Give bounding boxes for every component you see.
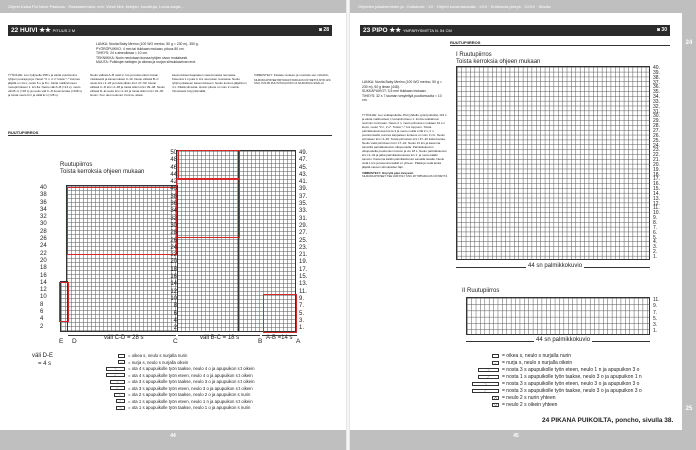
material-line: TEKNIIKKA: Nurin neulotaan tuossa tyhjien sivun mukaisesti.: [96, 55, 188, 60]
finishing-small: SILMUKKAPISTEET: TEE VAR POLY SIVU 28 TIPPAKKAUS KÖYRETTÄ: [362, 175, 448, 178]
row-number: 2.: [653, 249, 658, 256]
row-number: 19.: [653, 166, 660, 173]
cable-symbol-icon: ⟍: [116, 406, 125, 410]
row-number: 24.: [653, 142, 660, 149]
row-number: 2: [173, 325, 177, 332]
row-number: 34.: [653, 94, 660, 101]
cable-symbol-icon: ⟋: [116, 399, 125, 403]
row-number: 25.: [299, 237, 308, 244]
row-numbers-pipo: [653, 66, 675, 260]
legend-text: = oikea s, neulo s nurjalla nurin: [502, 353, 572, 359]
chart-title: [60, 162, 144, 176]
letter-label-a: A: [296, 338, 301, 345]
row-number: 30: [170, 222, 177, 229]
legend-item: [492, 360, 572, 366]
row-number: 22: [170, 252, 177, 259]
row-number: 24: [40, 243, 47, 250]
instructions-col-1: TYÖOHJE: Luo hyllyselle 258 s ja aloita puuttomina tyhjien puuraja ja ja. Neulo *2 n, 2 o* toista *–* kunnes jäljellä on 14 s, neulo 5 o ja 8 n. Aloita mallirivinneet ruutupiirroksen 1. krs:lta. Neulo väli A–B (=14 s), neulo väli B–C (=18 s) ja neulo väli C–D kuusi kertaa (=168 s) ja toista neulo D:n ja väliä E:n (=28 s).: [8, 73, 82, 97]
row-number: 38: [170, 193, 177, 200]
row-number: 22.: [653, 152, 660, 159]
camera-icon: ◙ 28: [319, 27, 329, 33]
row-number: 8: [40, 301, 44, 308]
legend-text: = neulo 2 s nurin yhteen: [502, 395, 556, 401]
row-number: 3.: [653, 322, 658, 329]
legend-item: [492, 402, 557, 408]
cable-symbol-icon: ⟍: [478, 368, 499, 372]
legend-text: = nosta 1 s apupuikolle työn taakse, neulo 3 o ja apupuikon 1 n: [502, 374, 642, 380]
cable-symbol-icon: ⟋: [106, 373, 125, 377]
row-number: 27.: [299, 230, 308, 237]
row-number: 5.: [653, 315, 658, 322]
row-numbers-outer: [40, 185, 62, 331]
row-number: 7.: [299, 303, 305, 310]
row-number: 49.: [299, 150, 308, 156]
chart-title-line: Toista kerroksia ohjeen mukaan: [456, 59, 541, 65]
book-spine: [346, 0, 350, 450]
row-number: 16: [170, 274, 177, 281]
material-line: SUKKAPUIKOT: 3,5 mm tiukkaan mukaan.: [362, 89, 427, 94]
row-number: 9.: [653, 303, 658, 310]
row-number: 46: [170, 164, 177, 171]
legend-text: = ota 4 s apupuikolle työn taakse, neulo 4 o ja apupuikon s:t oikein: [128, 366, 255, 371]
difficulty-stars: ★★: [39, 27, 51, 34]
row-number: 14: [170, 281, 177, 288]
finishing-small: SILMUKKAPISTEET/IRTOAVAT PAKKAUS KÖYRETTÄ MTR 12% SIVU OUS 85 RUUTUTAULUKKO 14 SILMUKKAA SISÄLLÄ: [254, 79, 331, 86]
legend-text: = nurja s, neulo s nurjalla oikein: [128, 359, 189, 365]
legend-item: [114, 392, 250, 398]
material-line: TIHEYS: 32 s 7 lauman vesyleltyä puuttomuutta = 10 cm.: [362, 93, 442, 103]
row-number: 30: [40, 221, 47, 228]
row-number: 28.: [653, 123, 660, 130]
row-number: 40.: [653, 65, 660, 71]
row-number: 14.: [653, 190, 660, 197]
section-title: RUUTUPIIRROS: [8, 130, 332, 136]
row-number: 13.: [299, 281, 308, 288]
row-number: 39.: [653, 69, 660, 76]
row-number: 23.: [653, 147, 660, 154]
right-edge-tab: [682, 0, 696, 450]
header-subtitle: PITUUS 2 M: [52, 28, 76, 33]
page-number: 44: [170, 433, 176, 439]
span-label-ab: A-B =14 s: [266, 335, 293, 341]
span-label-de-line: väli D-E: [32, 353, 54, 359]
right-page-header: [360, 25, 670, 36]
legend-text: = ota 1 s apupuikolle työn taakse, neulo 1 o ja apupuikon s nurin: [128, 405, 251, 410]
repeat-highlight-cd: [67, 187, 177, 255]
row-number: 20: [40, 257, 47, 264]
cable-symbol-icon: ⟍: [110, 380, 125, 384]
row-number: 38: [40, 192, 47, 199]
letter-label-c: C: [173, 338, 178, 345]
row-number: 31.: [299, 215, 308, 222]
cable-symbol-icon: ⟍: [106, 367, 125, 371]
row-number: 36.: [653, 84, 660, 91]
row-number: 14: [40, 279, 47, 286]
row-number: 29.: [653, 118, 660, 125]
knit-chart-pipo-2: [466, 297, 650, 335]
cable-symbol-icon: ⟍: [472, 382, 499, 386]
legend-text: = nosta 3 s apupuikolle työn taakse, neulo 3 o ja apupuikon 3 o: [502, 388, 642, 394]
section-title: RUUTUPIIRROS: [450, 40, 670, 46]
legend-text: = nurja s, neulo s nurjalla oikein: [502, 360, 573, 366]
row-number: 34: [40, 206, 47, 213]
legend-item: [492, 395, 556, 401]
row-number: 26.: [653, 132, 660, 139]
header-subtitle: YMPÄRYSMITTA N. 54 CM: [402, 28, 452, 33]
decrease-symbol-icon: ⋁: [492, 403, 499, 407]
letter-label-b: B: [258, 338, 263, 345]
legend-text: = ota 3 s apupuikolle työn taakse, neulo 3 o ja apupuikon s:t oikein: [128, 379, 255, 384]
legend-item: [472, 388, 642, 394]
row-number: 32.: [653, 103, 660, 110]
row-number: 8.: [653, 220, 658, 226]
instructions-col-3: kavennukset kappaleen vasemmassa reunassa. Kavenna 1 s joka 4. krs neuroisen reunassa. Neulo tyhjiin jokaiseen kavennukseen. Neulo kunnes jäljellä on 4 s. Päätä silmukat. Huivin pituus on noin 2 metriä. Viimeistele höyryttämällä.: [172, 73, 247, 93]
row-number: 25.: [653, 137, 660, 144]
legend-text: = ota 1 s apupuikolle työn eteen, neulo 1 n ja apupuikon s:t oikein: [128, 398, 253, 404]
cable-symbol-icon: ⟋: [472, 389, 499, 393]
repeat-highlight-ab: [263, 294, 297, 333]
right-footer: [350, 430, 682, 450]
row-number: 3.: [299, 317, 305, 324]
row-number: 36: [170, 201, 177, 208]
row-number: 3.: [653, 244, 658, 251]
row-number: 20.: [653, 161, 660, 168]
row-number: 20: [170, 259, 177, 266]
materials-block: [96, 42, 326, 65]
row-number: 38.: [653, 74, 660, 81]
chart-title-2: II Ruutupiirros: [462, 288, 500, 294]
purl-symbol-icon: –: [118, 360, 125, 364]
row-number: 9.: [299, 295, 305, 302]
legend-item: [118, 353, 187, 359]
instructions-text: TYÖOHJE: Luo sukkapuikolle 15d (yhdelle pyöröpuikolle) 124 s ja aloita mallinuoleet I ruutupiirroksen 1. krs:lta sukkahoun reuhmin nurinnaan. Neulo 2 n, neulo piirroksen mukaan 44 s:n kuvio, neulo *2 n, 2 o*. Toista *–* krs loppuun. Toista palmikkokuviossa krs:ta 3 ja neulo muilla s:illä 2 s, 2 n puuttomiseltä, kunnes kappaleen korkeus on noin 3 cm. Neulo piirroksen krs:t 3–36. Toista piirroksen krs:t 37–40 kaksi kertaa. Neulo vielä piirroksen krs:t 17–22. Neulo 21 krs ja kavenna samoilla palmikkokuvion ulkopuolella. Palmikkokuvion ulkopuolella puuttomien kuvion ja vie 18 s. Neulo palmikkokuvio krs:t 3–44 ja jatka palmikkokuviossa krs 1. ja neulo kaikki samoin. Kavenna kaikki palmikkokuviot samalla tavalla. Neulo vielä 1 krs ja kavenna kaikki s:t yhteen. Päätä ja vedä lanka jäljellä olevien silmukoiden läpi.: [362, 113, 447, 169]
edge-label: 24: [685, 40, 693, 46]
row-number: 7.: [653, 224, 658, 231]
left-page-header: [8, 25, 332, 36]
row-number: 21.: [653, 157, 660, 164]
row-number: 30.: [653, 113, 660, 120]
row-number: 37.: [299, 193, 308, 200]
row-number: 37.: [653, 79, 660, 86]
row-number: 24: [170, 244, 177, 251]
legend-item: [478, 374, 642, 380]
purl-symbol-icon: –: [492, 361, 499, 365]
left-topbar: Ohjeet Kaisa Pui Neue Pakkaus · Raskaammistu; mm. Viesti Mnt; tietojen, kuvattuja, Loma-sarjat...: [0, 0, 346, 13]
row-number: 16: [40, 272, 47, 279]
row-number: 22: [40, 250, 47, 257]
row-number: 28: [40, 228, 47, 235]
chart-title-line: Ruutupiirros: [60, 162, 93, 168]
span-label-bc: väli B-C = 18 s: [200, 335, 240, 341]
row-number: 18: [170, 266, 177, 273]
row-number: 12: [40, 287, 47, 294]
instructions-col-2: Neulo välissä A–B neliö 2. krs ja toista oikein kuvan mukaisesti ja kavennukset 3–10. Neulo välissä B–C neulo krs:t 2–26 ja toista silloin krs:t 27–50. Neulo välissä C–D krs:t 2–38 ja toista silloin krs:t 39–48. Neulo välissä D–E neulo krs:t 2–22 ja toista silloin krs:t 22–36. Huom. Kun olet neulonut 3 krs:ta, aloita: [90, 73, 165, 97]
row-number: 12.: [653, 200, 660, 207]
legend-text: = nosta 3 s apupuikolle työn eteen, neulo 1 n ja apupuikon 3 o: [502, 367, 640, 373]
knit-symbol-icon: [492, 354, 499, 358]
legend-item: [110, 386, 253, 392]
material-line: MUUTA: Puikkojen taittojen ja oikean ja nurjan silmukkaviivan erot.: [96, 60, 197, 65]
row-number: 6: [40, 309, 44, 316]
row-number: 9.: [653, 215, 658, 222]
legend-item: [110, 379, 255, 385]
cable-symbol-icon: ⟋: [110, 386, 125, 390]
row-number: 11.: [299, 288, 307, 295]
row-number: 21.: [299, 252, 308, 259]
header-title: 23 PIPO: [363, 27, 388, 34]
row-number: 18: [40, 265, 47, 272]
row-number: 11.: [653, 297, 660, 303]
knit-symbol-icon: [118, 354, 125, 358]
row-number: 26: [170, 237, 177, 244]
span-label-cd: väli C-D = 28 s: [104, 335, 144, 341]
row-number: 34: [170, 208, 177, 215]
chart-title-line: I Ruutupiirros: [456, 52, 492, 58]
edge-label: 25: [685, 406, 693, 412]
header-title: 22 HUIVI: [11, 27, 38, 34]
letter-label-d: D: [72, 338, 77, 345]
row-number: 40: [170, 186, 177, 193]
row-number: 29.: [299, 222, 308, 229]
repeat-highlight-main: [176, 178, 240, 238]
legend-item: [106, 366, 255, 372]
row-number: 5.: [653, 234, 658, 241]
row-number: 50: [170, 150, 177, 156]
row-number: 11.: [653, 205, 660, 212]
legend-item: [492, 353, 571, 359]
legend-text: = ota 2 s apupuikolle työn taakse, neulo 2 o ja apupuikon s nurin: [128, 392, 251, 397]
row-number: 45.: [299, 164, 308, 171]
row-number: 31.: [653, 108, 660, 115]
span-label-pipo-2: 44 sn palmikkokuvio: [536, 337, 591, 343]
legend-item: [472, 381, 639, 387]
row-number: 1.: [653, 328, 658, 335]
poncho-caption: 24 PIKANA PUIKOILTA, poncho, sivulla 38.: [542, 417, 674, 424]
legend-text: = neulo 2 s oikein yhteen: [502, 402, 558, 408]
difficulty-stars: ★★: [389, 27, 402, 34]
row-number: 13.: [653, 195, 660, 202]
chart-title: [456, 52, 540, 66]
row-number: 17.: [653, 176, 660, 183]
row-number: 35.: [299, 201, 308, 208]
span-label-de: [32, 352, 53, 368]
left-footer: [0, 430, 346, 450]
row-number: 10: [170, 295, 177, 302]
row-number: 10.: [653, 210, 660, 217]
legend-item: [478, 367, 639, 373]
row-number: 17.: [299, 266, 308, 273]
row-number: 48: [170, 157, 177, 164]
row-number: 6: [173, 310, 177, 317]
letter-label-e: E: [59, 338, 64, 345]
row-number: 15.: [299, 274, 308, 281]
right-topbar: Ohjeiden julkaiseminen ja - Kutistuvia · XX · Ohjeet kuvamakuralla · XXX · Kutistuvia yhteys · XXXX · Sinulla: [350, 0, 682, 13]
chart-title-line: Toista kerroksia ohjeen mukaan: [60, 169, 145, 175]
legend-text: = ota 4 s apupuikolle työn eteen, neulo 4 o ja apupuikon s:t oikein: [128, 372, 253, 378]
row-number: 4: [173, 317, 177, 324]
finishing-text: VIIMEISTELY: Höyrytä pipo kevyesti.: [362, 171, 414, 175]
cable-symbol-icon: ⟍: [114, 393, 125, 397]
legend-text: = ota 3 s apupuikolle työn eteen, neulo 3 o ja apupuikon s:t oikein: [128, 385, 253, 391]
row-number: 19.: [299, 259, 308, 266]
row-number: 47.: [299, 157, 308, 164]
row-number: 32: [170, 215, 177, 222]
legend-text: = nosta 3 s apupuikolle työn eteen, neulo 3 o ja apupuikon 3 o: [502, 381, 640, 387]
materials-block: [362, 80, 446, 103]
row-number: 12: [170, 288, 177, 295]
photo-area: [362, 40, 442, 76]
row-number: 4.: [653, 239, 658, 246]
row-number: 18.: [653, 171, 660, 178]
row-numbers-pipo-2: [653, 297, 675, 335]
row-number: 28: [170, 230, 177, 237]
row-number: 4: [40, 316, 44, 323]
row-number: 7.: [653, 309, 658, 316]
cable-symbol-icon: ⟋: [478, 375, 499, 379]
row-number: 26: [40, 236, 47, 243]
row-number: 8: [173, 303, 177, 310]
row-number: 43.: [299, 171, 308, 178]
legend-item: [116, 405, 250, 411]
row-number: 40: [40, 185, 47, 191]
decrease-symbol-icon: ⋀: [492, 396, 499, 400]
row-number: 16.: [653, 181, 660, 188]
knit-chart-pipo: [456, 66, 650, 260]
instructions-col-4: [254, 73, 332, 129]
material-line: LANKA: Novita Baby Merino (100 WO merino, 50 g = 230 m), 350 g.: [96, 42, 199, 46]
row-number: 44: [170, 171, 177, 178]
row-number: 1.: [299, 325, 305, 332]
row-number: 1.: [653, 253, 658, 260]
legend-item: [118, 360, 188, 366]
legend-item: [116, 399, 253, 405]
material-line: LANKA: Novita Baby Merino (100 WO merino, 50 g = 230 m), 50 g ilman (448).: [362, 80, 442, 89]
row-number: 23.: [299, 244, 308, 251]
legend-item: [106, 373, 253, 379]
row-number: 6.: [653, 229, 658, 236]
row-number: 5.: [299, 310, 305, 317]
span-label-de-line: = 4 s: [38, 361, 52, 367]
row-number: 33.: [653, 98, 660, 105]
row-number: 35.: [653, 89, 660, 96]
finishing-text: VIIMEISTELY: Kastele neuleen ja muotoile sen mittoihin.: [254, 73, 330, 77]
page-number: 45: [513, 433, 519, 439]
instructions-body: [362, 113, 448, 375]
row-number: 41.: [299, 179, 308, 186]
row-number: 33.: [299, 208, 308, 215]
material-line: TIHEYS: 24 s aineoikeaa = 10 cm.: [96, 51, 148, 56]
row-number: 36: [40, 199, 47, 206]
material-line: PYÖRÖPUIKKO: 4 mm tai tiukkaan mukaan, pituus 80 cm.: [96, 46, 185, 51]
row-numbers-inner: [167, 150, 177, 332]
row-number: 32: [40, 214, 47, 221]
row-number: 42: [170, 179, 177, 186]
span-label-pipo: 44 sn palmikkokuvio: [528, 263, 583, 269]
row-numbers-right: [299, 150, 319, 332]
row-number: 39.: [299, 186, 308, 193]
row-number: 2: [40, 323, 44, 330]
repeat-highlight-bc: [178, 150, 240, 180]
row-number: 15.: [653, 186, 660, 193]
legend-text: = oikea s, neulo s nurjalla nurin: [128, 353, 188, 358]
camera-icon: ◙ 30: [657, 27, 667, 33]
row-number: 10: [40, 294, 47, 301]
row-number: 27.: [653, 127, 660, 134]
